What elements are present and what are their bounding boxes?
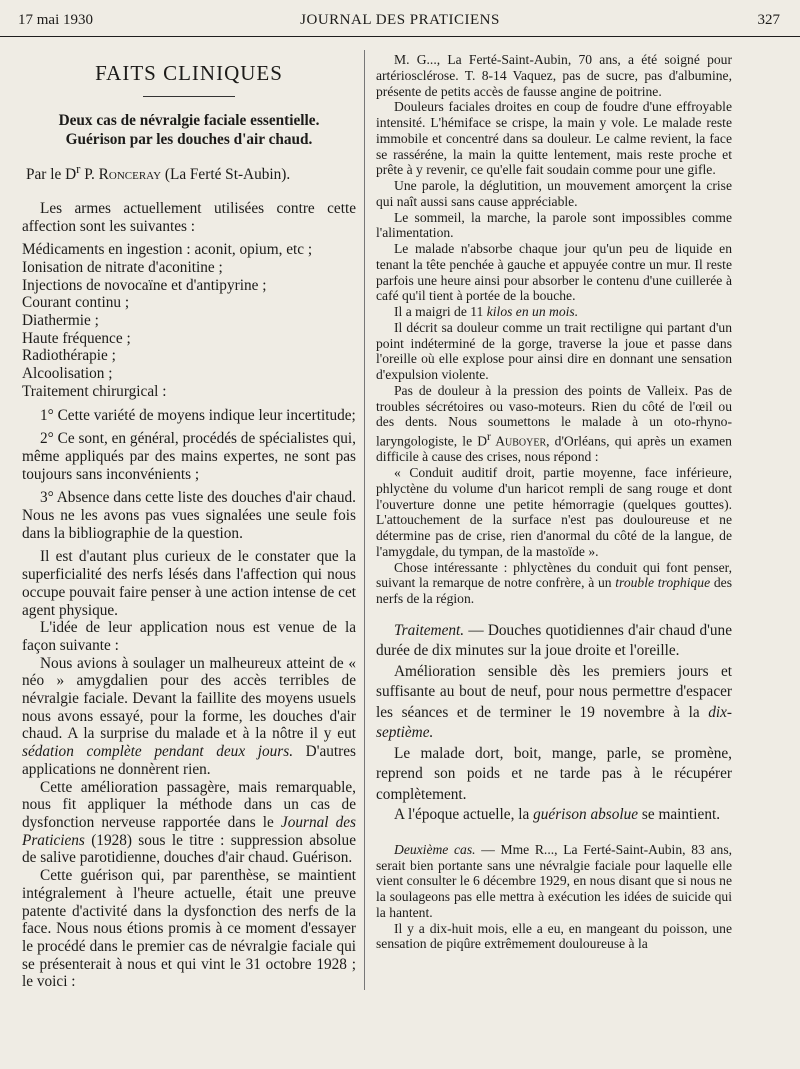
case-paragraph: M. G..., La Ferté-Saint-Aubin, 70 ans, a été soigné pour artériosclérose. T. 8-14 Vaquez, pas de sucre, pas d'albumine, présente de petits accès de fausse angine de poitrine. xyxy=(376,52,732,99)
treatment-paragraph xyxy=(376,621,732,662)
emphasis: dix-septième. xyxy=(376,703,732,742)
case-paragraph: Une parole, la déglutition, un mouvement amorçent la crise qui naît aussi sans cause appréciable. xyxy=(376,178,732,209)
text-run: se maintient. xyxy=(638,806,721,824)
emphasis: kilos en un mois. xyxy=(486,304,579,319)
author-name: P. Ronceray xyxy=(84,166,162,184)
treatment-heading: Traitement. xyxy=(394,621,465,639)
text-run: D'autres applications ne donnèrent rien. xyxy=(22,743,356,778)
list-item: Courant continu ; xyxy=(22,294,130,312)
paragraph: 2° Ce sont, en général, procédés de spécialistes qui, même appliqués par des mains expertes, ne sont pas toujours sans inconvénients ; xyxy=(22,430,356,483)
text-run: Cette amélioration passagère, mais remarquable, nous fit appliquer la méthode dans un cas de dysfonction nerveuse rapportée dans le xyxy=(22,778,356,831)
text-run: A l'époque actuelle, la xyxy=(394,806,534,824)
column-divider xyxy=(364,50,365,990)
paragraph xyxy=(22,779,356,868)
list-item: Diathermie ; xyxy=(22,312,99,330)
treatment-paragraph xyxy=(376,805,732,826)
journal-reference: Journal des Praticiens xyxy=(22,814,356,849)
text-run: — Douches quotidiennes d'air chaud d'une durée de dix minutes sur la joue droite et l'oreille. xyxy=(376,621,732,660)
text-run: Pas de douleur à la pression des points de Valleix. Pas de troubles sécrétoires ou vaso-moteurs. Rien du côté de l'œil ou des dents. Nous soumettons le malade à un oto-rhyno-laryngologiste, le D xyxy=(376,382,732,449)
text-run: (1928) sous le titre : suppression absolue de salive parotidienne, douches d'air chaud. Guérison. xyxy=(22,831,356,867)
quote-paragraph: « Conduit auditif droit, partie moyenne, face inférieure, phlyctène du volume d'un haricot rempli de sang rouge et dont l'ouverture donne une petite hémorragie (quelques gouttes). L'attouchement de la surface n'est pas douloureuse et ne détermine pas de crise, rien d'anormal du côté de la langue, de l'amygdale, du tympan, de la mastoïde ». xyxy=(376,465,732,559)
byline-sup: r xyxy=(76,162,81,176)
doctor-name: Auboyer xyxy=(490,433,547,449)
byline-prefix: Par le D xyxy=(26,166,77,184)
journal-title: JOURNAL DES PRATICIENS xyxy=(300,12,500,28)
article-title-line2: Guérison par les douches d'air chaud. xyxy=(65,131,313,148)
case-paragraph: Il y a dix-huit mois, elle a eu, en mangeant du poisson, une sensation de piqûre extrêmement douloureuse à la xyxy=(376,920,732,952)
list-item: Injections de novocaïne et d'antipyrine ; xyxy=(22,276,267,294)
emphasis: guérison absolue xyxy=(533,806,639,824)
case-paragraph xyxy=(376,560,732,607)
text-run: Amélioration sensible dès les premiers jours et suffisante au bout de neuf, pour nous permettre d'espacer les séances et de terminer le 19 novembre à la xyxy=(376,662,732,721)
case-paragraph xyxy=(376,842,732,921)
list-item: Haute fréquence ; xyxy=(22,329,131,347)
emphasis: sédation complète pendant deux jours. xyxy=(22,743,294,761)
paragraph xyxy=(22,655,356,779)
list-item: Médicaments en ingestion : aconit, opium, etc ; xyxy=(22,241,313,259)
byline xyxy=(22,161,356,184)
paragraph: 3° Absence dans cette liste des douches d'air chaud. Nous ne les avons pas vues signalées une seule fois dans la bibliographie de la question. xyxy=(22,489,356,542)
text-run: — Mme R..., La Ferté-Saint-Aubin, 83 ans, serait bien portante sans une névralgie faciale pour laquelle elle vient consulter le 6 décembre 1929, en nous disant que si nous ne la soulageons pas elle mettra à exécution les idées de suicide qui la hantent. xyxy=(376,841,733,920)
treatment-list xyxy=(22,241,356,400)
treatment-paragraph: Le malade dort, boit, mange, parle, se promène, reprend son poids et ne tarde pas à le récupérer complètement. xyxy=(376,744,732,803)
text-run: Nous avions à soulager un malheureux atteint de « néo » amygdalien pour des accès terribles de névralgie faciale. Devant la faillite des moyens usuels nous avons essayé, pour la forme, les douches d'air chaud. A la surprise du malade et à la nôtre il y eut xyxy=(22,654,356,743)
page-header xyxy=(0,0,800,37)
case-paragraph xyxy=(376,383,732,465)
case-paragraph: Le malade n'absorbe chaque jour qu'un peu de liquide en tenant la tête penchée à gauche et appuyée contre un mur. Il reste parfois une heure ainsi pour absorber le contenu d'une cuillerée à café qu'il tient à portée de la bouche. xyxy=(376,241,732,304)
treatment-section xyxy=(376,621,732,826)
case-paragraph xyxy=(376,304,732,320)
list-item: Radiothérapie ; xyxy=(22,347,116,365)
paragraph: L'idée de leur application nous est venue de la façon suivante : xyxy=(22,619,356,654)
text-run: , d'Orléans, qui après un examen difficile à cause des crises, nous répond : xyxy=(376,433,732,465)
list-item: Traitement chirurgical : xyxy=(22,382,167,400)
paragraph: Cette guérison qui, par parenthèse, se maintient intégralement à l'heure actuelle, était une preuve patente d'activité dans la dysfonction des nerfs de la face. Nous nous étions promis à ce moment d'essayer le procédé dans le premier cas de névralgie faciale qui se présenterait à nous et qui vint le 31 octobre 1928 ; le voici : xyxy=(22,867,356,991)
right-column xyxy=(376,52,732,952)
text-run: Il a maigri de 11 xyxy=(394,304,487,319)
text-run: des nerfs de la région. xyxy=(376,575,732,607)
emphasis: trouble trophique xyxy=(615,575,711,591)
paragraph: Il est d'autant plus curieux de le constater que la superficialité des nerfs lésés dans l'affection qui nous occupe pouvait faire penser à une action intense de cet agent physique. xyxy=(22,548,356,619)
title-rule xyxy=(143,96,235,97)
case-heading: Deuxième cas. xyxy=(394,841,476,857)
author-place: (La Ferté St-Aubin). xyxy=(164,166,291,184)
left-column xyxy=(22,52,356,991)
paragraph: 1° Cette variété de moyens indique leur incertitude; xyxy=(40,406,356,424)
case-paragraph: Il décrit sa douleur comme un trait rectiligne qui partant d'un point indéterminé de la gorge, traverse la joue et passe dans l'oreille où elle explose pour ainsi dire en donnant une sensation d'expulsion violente. xyxy=(376,319,732,382)
case-paragraph: Douleurs faciales droites en coup de foudre d'une effroyable intensité. L'hémiface se crispe, la main y vole. Le malade reste immobile et concentré dans sa douleur. Le calme revient, la face se rasséréne, la main la quitte lentement, mais reste proche et prête à y revenir, ce qu'elle fait soudain comme pour une gifle. xyxy=(376,99,732,178)
treatment-paragraph xyxy=(376,662,732,744)
page-number: 327 xyxy=(757,12,780,28)
issue-date: 17 mai 1930 xyxy=(18,12,93,28)
section-title: FAITS CLINIQUES xyxy=(95,61,283,85)
list-item: Ionisation de nitrate d'aconitine ; xyxy=(22,258,223,276)
list-item: Alcoolisation ; xyxy=(22,365,113,383)
case-paragraph: Le sommeil, la marche, la parole sont impossibles comme l'alimentation. xyxy=(376,209,732,241)
intro-paragraph: Les armes actuellement utilisées contre cette affection sont les suivantes : xyxy=(22,199,356,235)
title-sup: r xyxy=(487,431,491,443)
article-title-line1: Deux cas de névralgie faciale essentielle. xyxy=(58,112,320,129)
text-run: Chose intéressante : phlyctènes du conduit qui font penser, suivant la remarque de notre confrère, à un xyxy=(376,559,732,591)
